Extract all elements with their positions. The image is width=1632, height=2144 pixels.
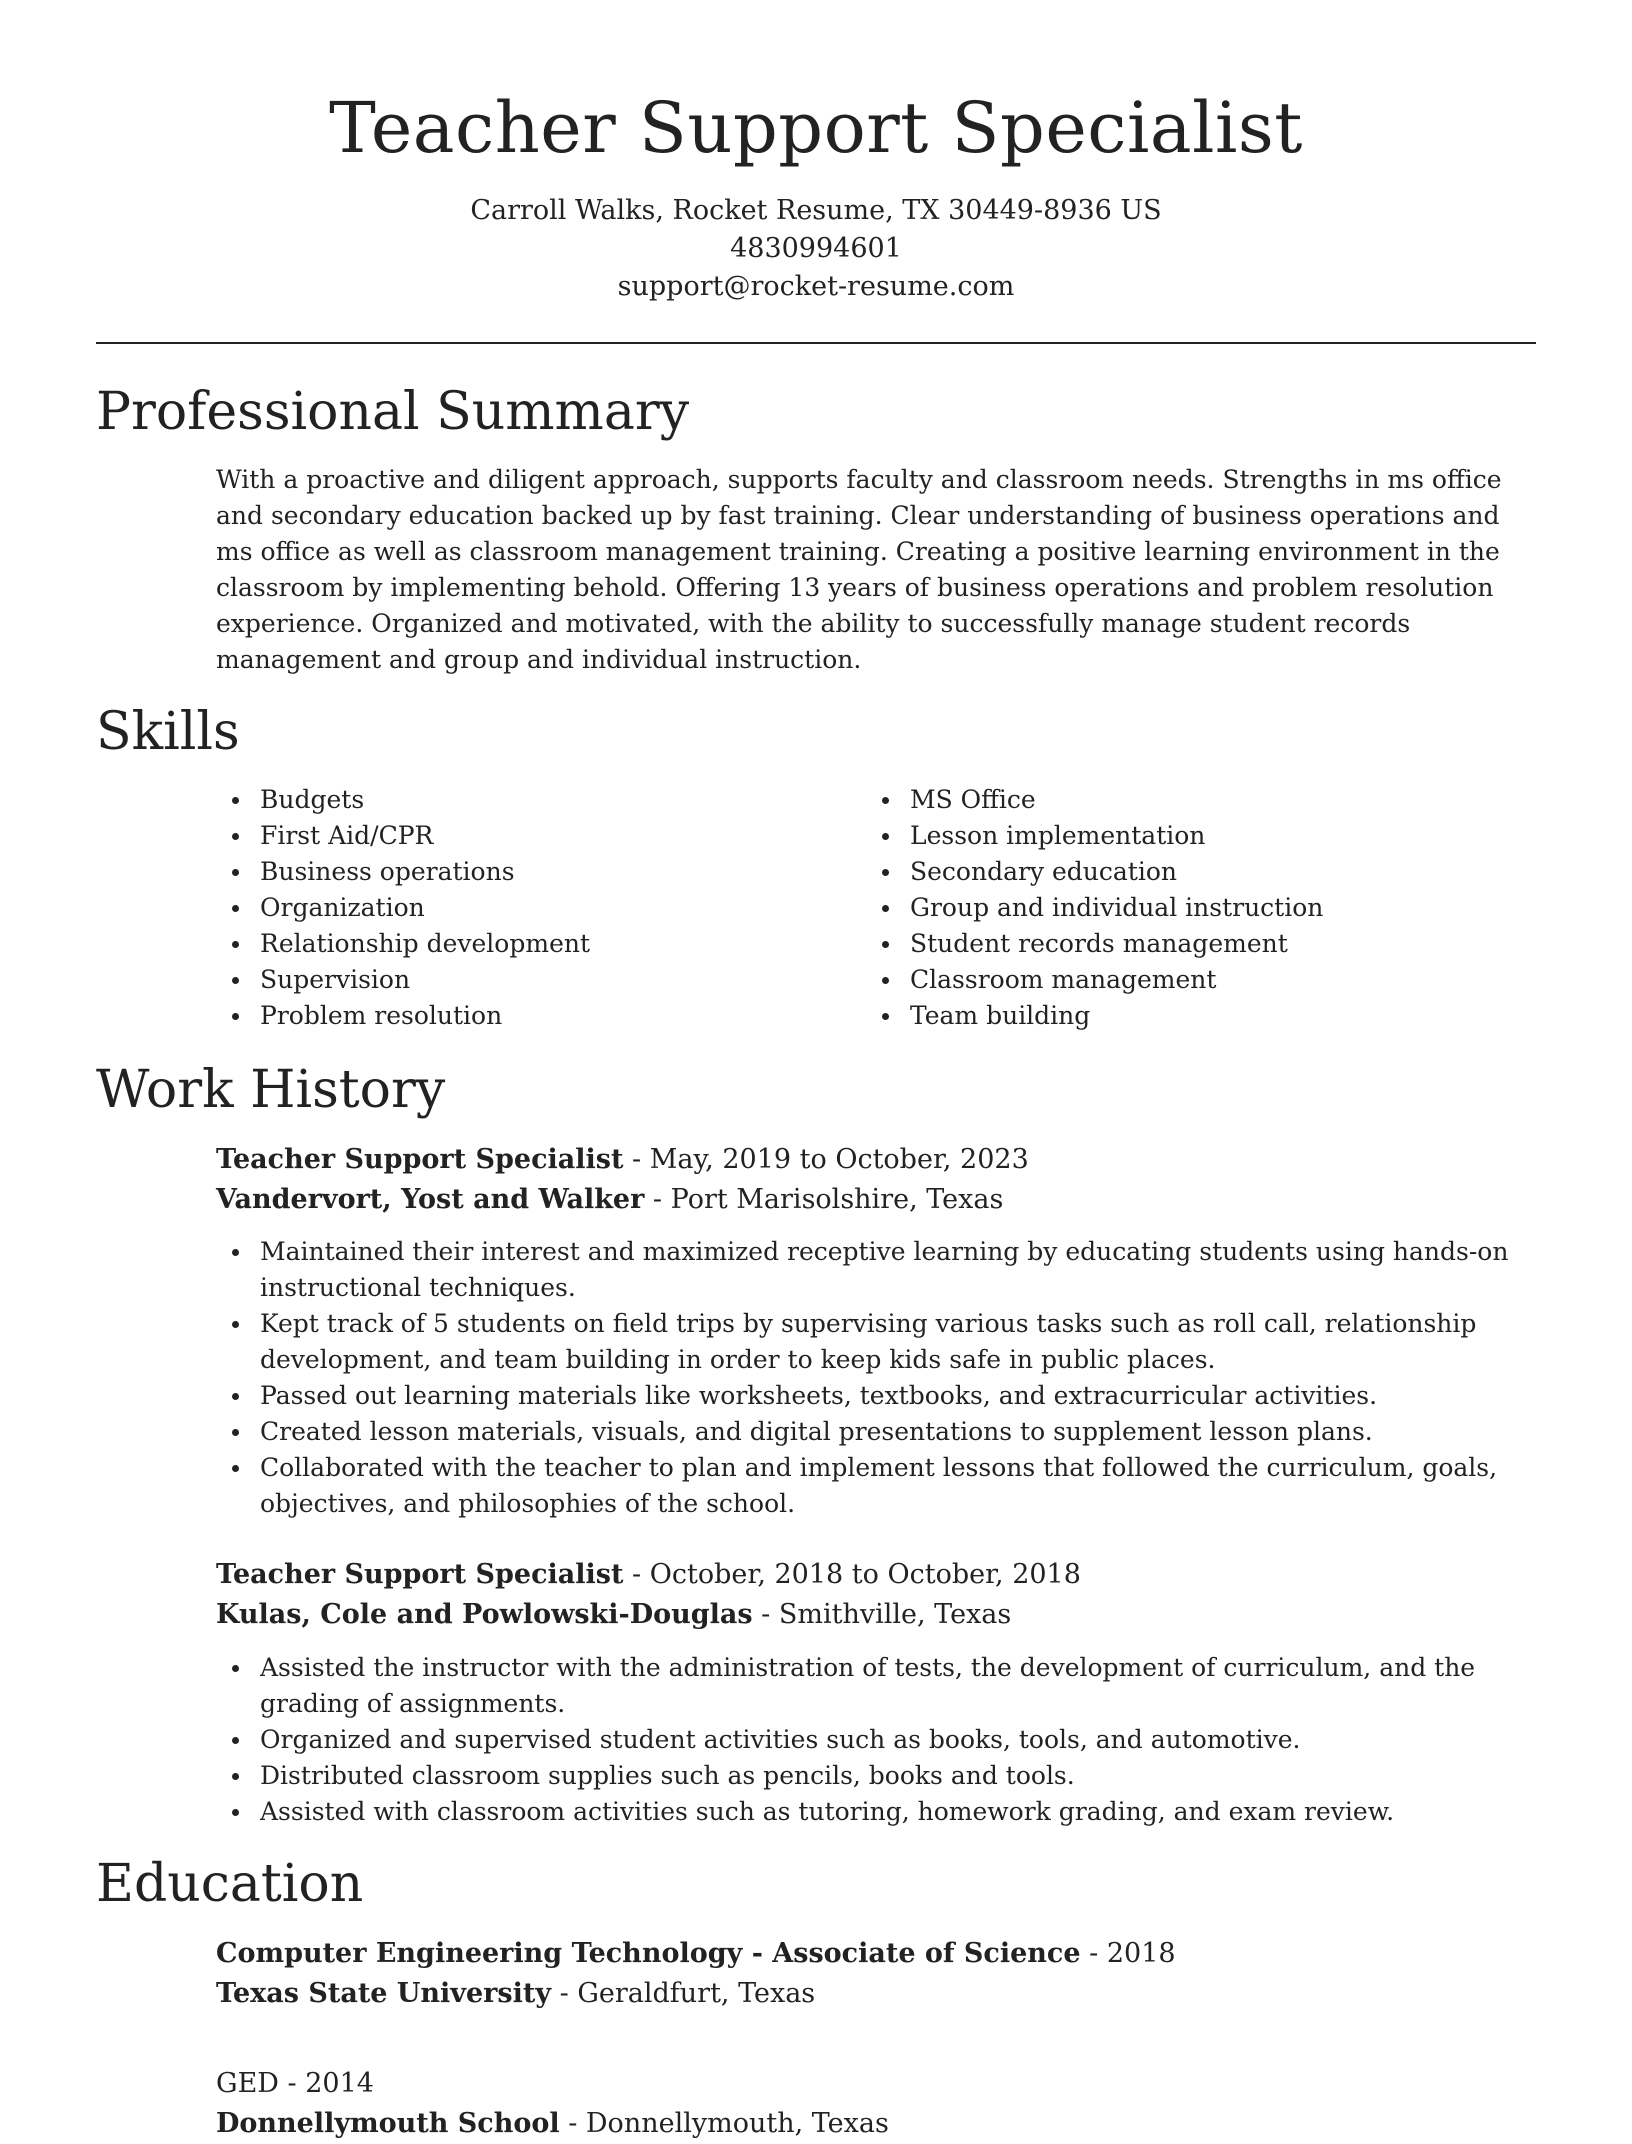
job-location: - Smithville, Texas [752,1599,1012,1630]
skill-item: Relationship development [216,926,816,962]
job-company: Kulas, Cole and Powlowski-Douglas [216,1599,753,1630]
skill-item: Supervision [216,962,816,998]
skill-item: First Aid/CPR [216,818,816,854]
header-divider [96,342,1536,344]
education-degree: - Associate of Science [742,1938,1081,1969]
job-1-heading [216,1140,1536,1220]
skill-item: Organization [216,890,816,926]
skills-list-right [866,782,1466,1034]
education-school: Donnellymouth School [216,2108,560,2139]
job-duty: Assisted the instructor with the administration of tests, the development of curriculum, and the grading of assignments. [216,1650,1536,1722]
education-location: - Donnellymouth, Texas [559,2108,889,2139]
resume-header [0,0,1632,306]
job-2-duties [216,1650,1536,1830]
skill-item: Student records management [866,926,1466,962]
contact-phone: 4830994601 [730,233,902,264]
job-duty: Kept track of 5 students on field trips by supervising various tasks such as roll call, relationship development, and team building in order to keep kids safe in public places. [216,1306,1536,1378]
education-entry-1 [216,1934,1536,2014]
skill-item: Problem resolution [216,998,816,1034]
job-duty: Maintained their interest and maximized receptive learning by educating students using hands-on instructional techniques. [216,1234,1536,1306]
contact-block [0,192,1632,306]
education-entry-2 [216,2064,1536,2144]
skill-item: Secondary education [866,854,1466,890]
job-dates: - May, 2019 to October, 2023 [623,1144,1029,1175]
summary-heading: Professional Summary [96,382,690,442]
job-dates: - October, 2018 to October, 2018 [623,1559,1081,1590]
job-2-heading [216,1555,1536,1635]
education-year: - 2018 [1080,1938,1176,1969]
skill-item: Classroom management [866,962,1466,998]
education-heading: Education [96,1854,364,1914]
skill-item: Business operations [216,854,816,890]
education-school: Texas State University [216,1978,552,2009]
education-field: Computer Engineering Technology [216,1938,743,1969]
contact-address: Carroll Walks, Rocket Resume, TX 30449-8936 US [470,195,1162,226]
job-role: Teacher Support Specialist [216,1144,624,1175]
job-location: - Port Marisolshire, Texas [644,1184,1004,1215]
job-duty: Distributed classroom supplies such as pencils, books and tools. [216,1758,1536,1794]
job-duty: Organized and supervised student activities such as books, tools, and automotive. [216,1722,1536,1758]
skill-item: Group and individual instruction [866,890,1466,926]
job-duty: Collaborated with the teacher to plan and implement lessons that followed the curriculum, goals, objectives, and philosophies of the school. [216,1450,1536,1522]
job-duty: Passed out learning materials like worksheets, textbooks, and extracurricular activities. [216,1378,1536,1414]
job-1-duties [216,1234,1536,1522]
education-degree: GED [216,2068,279,2099]
education-year: - 2014 [278,2068,374,2099]
skill-item: MS Office [866,782,1466,818]
job-duty: Created lesson materials, visuals, and digital presentations to supplement lesson plans. [216,1414,1536,1450]
skill-item: Team building [866,998,1466,1034]
contact-email: support@rocket-resume.com [617,271,1015,302]
skill-item: Budgets [216,782,816,818]
skills-list-left [216,782,816,1034]
work-history-heading: Work History [96,1060,446,1120]
education-location: - Geraldfurt, Texas [551,1978,816,2009]
job-duty: Assisted with classroom activities such as tutoring, homework grading, and exam review. [216,1794,1536,1830]
job-role: Teacher Support Specialist [216,1559,624,1590]
candidate-name: Teacher Support Specialist [329,87,1303,169]
skill-item: Lesson implementation [866,818,1466,854]
skills-heading: Skills [96,702,240,762]
job-company: Vandervort, Yost and Walker [216,1184,645,1215]
summary-text: With a proactive and diligent approach, supports faculty and classroom needs. Strengths in ms office and secondary education backed up by fast training. Clear understanding of business operations and ms office as well as classroom management training. Creating a positive learning environment in the classroom by implementing behold. Offering 13 years of business operations and problem resolution experience. Organized and motivated, with the ability to successfully manage student records management and group and individual instruction. [216,465,1502,674]
